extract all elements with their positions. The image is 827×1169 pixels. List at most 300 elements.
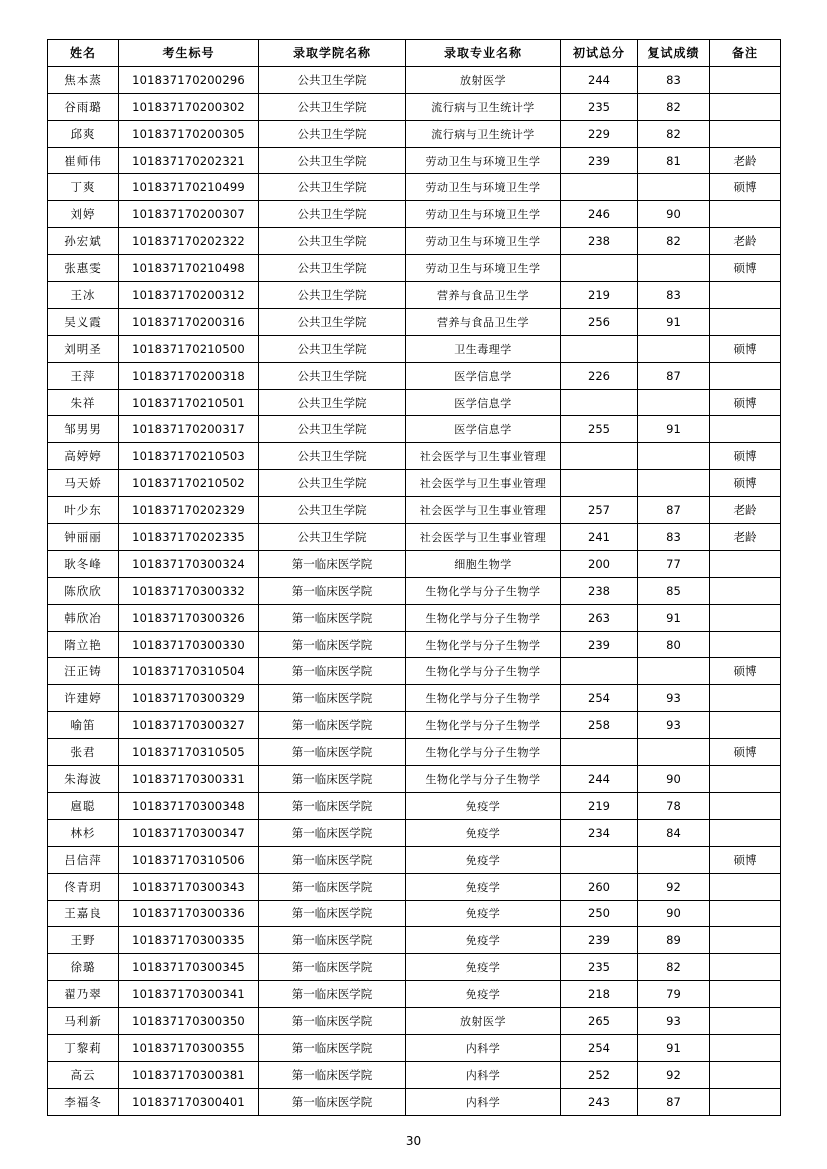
cell-name: 刘婷 bbox=[48, 201, 119, 228]
cell-remark bbox=[710, 981, 781, 1008]
cell-college: 公共卫生学院 bbox=[259, 335, 406, 362]
table-row bbox=[48, 712, 781, 739]
cell-major: 生物化学与分子生物学 bbox=[406, 577, 561, 604]
cell-initial-score: 238 bbox=[561, 228, 638, 255]
cell-retest-score: 83 bbox=[638, 66, 710, 93]
cell-college: 第一临床医学院 bbox=[259, 577, 406, 604]
cell-remark bbox=[710, 550, 781, 577]
cell-major: 社会医学与卫生事业管理 bbox=[406, 524, 561, 551]
cell-retest-score bbox=[638, 389, 710, 416]
cell-retest-score: 83 bbox=[638, 524, 710, 551]
cell-major: 免疫学 bbox=[406, 819, 561, 846]
cell-name: 吴义霞 bbox=[48, 308, 119, 335]
cell-candidate-id: 101837170300347 bbox=[119, 819, 259, 846]
cell-college: 第一临床医学院 bbox=[259, 739, 406, 766]
cell-initial-score: 235 bbox=[561, 93, 638, 120]
table-row bbox=[48, 900, 781, 927]
cell-name: 韩欣冶 bbox=[48, 604, 119, 631]
cell-name: 王野 bbox=[48, 927, 119, 954]
cell-candidate-id: 101837170202329 bbox=[119, 497, 259, 524]
cell-retest-score: 92 bbox=[638, 1061, 710, 1088]
cell-name: 吕信萍 bbox=[48, 846, 119, 873]
cell-candidate-id: 101837170300401 bbox=[119, 1088, 259, 1115]
cell-college: 第一临床医学院 bbox=[259, 819, 406, 846]
cell-college: 第一临床医学院 bbox=[259, 1034, 406, 1061]
cell-remark bbox=[710, 873, 781, 900]
cell-college: 第一临床医学院 bbox=[259, 658, 406, 685]
cell-major: 生物化学与分子生物学 bbox=[406, 685, 561, 712]
cell-major: 卫生毒理学 bbox=[406, 335, 561, 362]
cell-major: 免疫学 bbox=[406, 873, 561, 900]
cell-initial-score: 226 bbox=[561, 362, 638, 389]
cell-name: 佟青玥 bbox=[48, 873, 119, 900]
cell-remark bbox=[710, 120, 781, 147]
table-row bbox=[48, 981, 781, 1008]
cell-retest-score bbox=[638, 443, 710, 470]
table-row bbox=[48, 282, 781, 309]
cell-initial-score: 252 bbox=[561, 1061, 638, 1088]
cell-retest-score: 77 bbox=[638, 550, 710, 577]
cell-name: 翟乃翠 bbox=[48, 981, 119, 1008]
cell-retest-score: 87 bbox=[638, 1088, 710, 1115]
table-row bbox=[48, 873, 781, 900]
cell-candidate-id: 101837170200307 bbox=[119, 201, 259, 228]
cell-major: 生物化学与分子生物学 bbox=[406, 766, 561, 793]
cell-remark: 硕博 bbox=[710, 846, 781, 873]
cell-college: 公共卫生学院 bbox=[259, 282, 406, 309]
table-header-row bbox=[48, 40, 781, 67]
cell-name: 许建婷 bbox=[48, 685, 119, 712]
cell-remark bbox=[710, 792, 781, 819]
cell-remark bbox=[710, 1088, 781, 1115]
table-row bbox=[48, 93, 781, 120]
cell-candidate-id: 101837170300355 bbox=[119, 1034, 259, 1061]
cell-major: 流行病与卫生统计学 bbox=[406, 93, 561, 120]
admission-table bbox=[47, 39, 781, 1116]
cell-remark bbox=[710, 900, 781, 927]
cell-remark: 硕博 bbox=[710, 470, 781, 497]
cell-initial-score bbox=[561, 443, 638, 470]
cell-college: 第一临床医学院 bbox=[259, 954, 406, 981]
table-row bbox=[48, 443, 781, 470]
cell-remark: 硕博 bbox=[710, 658, 781, 685]
cell-college: 公共卫生学院 bbox=[259, 362, 406, 389]
table-row bbox=[48, 819, 781, 846]
table-row bbox=[48, 470, 781, 497]
table-row bbox=[48, 1008, 781, 1035]
cell-candidate-id: 101837170300345 bbox=[119, 954, 259, 981]
table-row bbox=[48, 792, 781, 819]
cell-candidate-id: 101837170200317 bbox=[119, 416, 259, 443]
cell-remark: 硕博 bbox=[710, 443, 781, 470]
cell-candidate-id: 101837170202322 bbox=[119, 228, 259, 255]
cell-remark: 老龄 bbox=[710, 228, 781, 255]
cell-name: 耿冬峰 bbox=[48, 550, 119, 577]
cell-college: 公共卫生学院 bbox=[259, 308, 406, 335]
cell-major: 免疫学 bbox=[406, 927, 561, 954]
page-number: 30 bbox=[405, 1134, 422, 1148]
cell-remark: 硕博 bbox=[710, 174, 781, 201]
cell-candidate-id: 101837170300330 bbox=[119, 631, 259, 658]
cell-candidate-id: 101837170210498 bbox=[119, 255, 259, 282]
cell-initial-score: 246 bbox=[561, 201, 638, 228]
cell-retest-score: 87 bbox=[638, 362, 710, 389]
cell-major: 细胞生物学 bbox=[406, 550, 561, 577]
cell-major: 医学信息学 bbox=[406, 389, 561, 416]
cell-remark bbox=[710, 712, 781, 739]
cell-initial-score: 200 bbox=[561, 550, 638, 577]
cell-name: 汪正铸 bbox=[48, 658, 119, 685]
cell-remark bbox=[710, 416, 781, 443]
cell-candidate-id: 101837170310504 bbox=[119, 658, 259, 685]
cell-college: 第一临床医学院 bbox=[259, 1061, 406, 1088]
cell-retest-score: 90 bbox=[638, 900, 710, 927]
cell-retest-score bbox=[638, 658, 710, 685]
cell-name: 高云 bbox=[48, 1061, 119, 1088]
cell-major: 免疫学 bbox=[406, 846, 561, 873]
cell-major: 放射医学 bbox=[406, 66, 561, 93]
cell-initial-score: 239 bbox=[561, 147, 638, 174]
table-row bbox=[48, 524, 781, 551]
cell-initial-score: 255 bbox=[561, 416, 638, 443]
cell-retest-score: 84 bbox=[638, 819, 710, 846]
cell-retest-score: 93 bbox=[638, 1008, 710, 1035]
cell-initial-score: 235 bbox=[561, 954, 638, 981]
cell-major: 生物化学与分子生物学 bbox=[406, 712, 561, 739]
cell-college: 公共卫生学院 bbox=[259, 120, 406, 147]
cell-retest-score: 90 bbox=[638, 766, 710, 793]
cell-candidate-id: 101837170300381 bbox=[119, 1061, 259, 1088]
cell-candidate-id: 101837170300332 bbox=[119, 577, 259, 604]
cell-major: 生物化学与分子生物学 bbox=[406, 604, 561, 631]
cell-name: 崔师伟 bbox=[48, 147, 119, 174]
cell-college: 第一临床医学院 bbox=[259, 604, 406, 631]
cell-remark bbox=[710, 927, 781, 954]
cell-candidate-id: 101837170200296 bbox=[119, 66, 259, 93]
cell-college: 公共卫生学院 bbox=[259, 174, 406, 201]
table-row bbox=[48, 766, 781, 793]
cell-retest-score: 93 bbox=[638, 685, 710, 712]
cell-name: 叶少东 bbox=[48, 497, 119, 524]
cell-name: 高婷婷 bbox=[48, 443, 119, 470]
cell-retest-score: 91 bbox=[638, 1034, 710, 1061]
cell-remark: 老龄 bbox=[710, 497, 781, 524]
table-row bbox=[48, 550, 781, 577]
cell-college: 公共卫生学院 bbox=[259, 255, 406, 282]
cell-initial-score: 239 bbox=[561, 927, 638, 954]
cell-major: 劳动卫生与环境卫生学 bbox=[406, 255, 561, 282]
cell-college: 第一临床医学院 bbox=[259, 685, 406, 712]
cell-initial-score: 254 bbox=[561, 1034, 638, 1061]
cell-retest-score: 89 bbox=[638, 927, 710, 954]
cell-college: 公共卫生学院 bbox=[259, 228, 406, 255]
cell-remark bbox=[710, 93, 781, 120]
cell-college: 第一临床医学院 bbox=[259, 712, 406, 739]
cell-college: 第一临床医学院 bbox=[259, 792, 406, 819]
cell-initial-score bbox=[561, 658, 638, 685]
cell-initial-score: 241 bbox=[561, 524, 638, 551]
cell-remark: 硕博 bbox=[710, 255, 781, 282]
cell-candidate-id: 101837170300326 bbox=[119, 604, 259, 631]
cell-initial-score bbox=[561, 470, 638, 497]
cell-name: 隋立艳 bbox=[48, 631, 119, 658]
cell-remark bbox=[710, 954, 781, 981]
cell-retest-score bbox=[638, 739, 710, 766]
cell-initial-score bbox=[561, 255, 638, 282]
table-body bbox=[48, 66, 781, 1115]
cell-major: 医学信息学 bbox=[406, 362, 561, 389]
cell-remark bbox=[710, 308, 781, 335]
cell-name: 王嘉良 bbox=[48, 900, 119, 927]
cell-candidate-id: 101837170210500 bbox=[119, 335, 259, 362]
cell-remark bbox=[710, 685, 781, 712]
cell-remark bbox=[710, 362, 781, 389]
cell-candidate-id: 101837170300348 bbox=[119, 792, 259, 819]
cell-retest-score: 78 bbox=[638, 792, 710, 819]
cell-remark: 硕博 bbox=[710, 739, 781, 766]
cell-remark bbox=[710, 282, 781, 309]
cell-college: 第一临床医学院 bbox=[259, 1088, 406, 1115]
cell-college: 公共卫生学院 bbox=[259, 524, 406, 551]
cell-retest-score: 91 bbox=[638, 604, 710, 631]
cell-candidate-id: 101837170300335 bbox=[119, 927, 259, 954]
cell-retest-score: 91 bbox=[638, 416, 710, 443]
cell-college: 第一临床医学院 bbox=[259, 900, 406, 927]
header-major: 录取专业名称 bbox=[406, 40, 561, 67]
cell-retest-score bbox=[638, 174, 710, 201]
cell-name: 马利新 bbox=[48, 1008, 119, 1035]
table-row bbox=[48, 631, 781, 658]
cell-candidate-id: 101837170200318 bbox=[119, 362, 259, 389]
cell-candidate-id: 101837170210499 bbox=[119, 174, 259, 201]
cell-remark bbox=[710, 631, 781, 658]
table-row bbox=[48, 497, 781, 524]
cell-major: 生物化学与分子生物学 bbox=[406, 631, 561, 658]
cell-initial-score: 260 bbox=[561, 873, 638, 900]
cell-college: 第一临床医学院 bbox=[259, 631, 406, 658]
cell-major: 营养与食品卫生学 bbox=[406, 282, 561, 309]
cell-remark bbox=[710, 1008, 781, 1035]
cell-name: 张惠雯 bbox=[48, 255, 119, 282]
cell-major: 免疫学 bbox=[406, 954, 561, 981]
cell-college: 公共卫生学院 bbox=[259, 147, 406, 174]
cell-initial-score: 229 bbox=[561, 120, 638, 147]
cell-candidate-id: 101837170210502 bbox=[119, 470, 259, 497]
table-row bbox=[48, 577, 781, 604]
cell-name: 丁爽 bbox=[48, 174, 119, 201]
cell-major: 社会医学与卫生事业管理 bbox=[406, 443, 561, 470]
cell-remark bbox=[710, 766, 781, 793]
cell-major: 生物化学与分子生物学 bbox=[406, 658, 561, 685]
cell-major: 社会医学与卫生事业管理 bbox=[406, 470, 561, 497]
cell-college: 第一临床医学院 bbox=[259, 550, 406, 577]
table-row bbox=[48, 147, 781, 174]
cell-college: 公共卫生学院 bbox=[259, 443, 406, 470]
cell-name: 林杉 bbox=[48, 819, 119, 846]
cell-candidate-id: 101837170300324 bbox=[119, 550, 259, 577]
cell-candidate-id: 101837170300331 bbox=[119, 766, 259, 793]
cell-retest-score: 93 bbox=[638, 712, 710, 739]
cell-retest-score: 85 bbox=[638, 577, 710, 604]
cell-remark bbox=[710, 201, 781, 228]
cell-retest-score: 82 bbox=[638, 93, 710, 120]
cell-retest-score bbox=[638, 335, 710, 362]
cell-name: 徐璐 bbox=[48, 954, 119, 981]
cell-remark: 老龄 bbox=[710, 524, 781, 551]
cell-remark bbox=[710, 604, 781, 631]
cell-major: 免疫学 bbox=[406, 981, 561, 1008]
cell-initial-score: 219 bbox=[561, 282, 638, 309]
cell-name: 谷雨璐 bbox=[48, 93, 119, 120]
cell-initial-score: 250 bbox=[561, 900, 638, 927]
table-row bbox=[48, 416, 781, 443]
cell-major: 免疫学 bbox=[406, 792, 561, 819]
cell-retest-score: 83 bbox=[638, 282, 710, 309]
header-college: 录取学院名称 bbox=[259, 40, 406, 67]
table-row bbox=[48, 739, 781, 766]
cell-major: 免疫学 bbox=[406, 900, 561, 927]
cell-candidate-id: 101837170300336 bbox=[119, 900, 259, 927]
cell-retest-score: 90 bbox=[638, 201, 710, 228]
table-row bbox=[48, 1088, 781, 1115]
cell-college: 公共卫生学院 bbox=[259, 201, 406, 228]
cell-candidate-id: 101837170310506 bbox=[119, 846, 259, 873]
cell-college: 第一临床医学院 bbox=[259, 927, 406, 954]
cell-remark bbox=[710, 577, 781, 604]
cell-initial-score: 244 bbox=[561, 66, 638, 93]
cell-name: 喻笛 bbox=[48, 712, 119, 739]
cell-retest-score: 82 bbox=[638, 120, 710, 147]
cell-major: 劳动卫生与环境卫生学 bbox=[406, 201, 561, 228]
cell-candidate-id: 101837170210503 bbox=[119, 443, 259, 470]
cell-initial-score bbox=[561, 739, 638, 766]
cell-name: 孙宏斌 bbox=[48, 228, 119, 255]
cell-retest-score bbox=[638, 470, 710, 497]
cell-major: 社会医学与卫生事业管理 bbox=[406, 497, 561, 524]
cell-initial-score: 219 bbox=[561, 792, 638, 819]
cell-candidate-id: 101837170200305 bbox=[119, 120, 259, 147]
cell-name: 扈聪 bbox=[48, 792, 119, 819]
table-row bbox=[48, 389, 781, 416]
cell-name: 朱海波 bbox=[48, 766, 119, 793]
cell-college: 公共卫生学院 bbox=[259, 93, 406, 120]
table-row bbox=[48, 954, 781, 981]
cell-name: 张君 bbox=[48, 739, 119, 766]
cell-name: 刘明圣 bbox=[48, 335, 119, 362]
cell-initial-score bbox=[561, 335, 638, 362]
table-row bbox=[48, 846, 781, 873]
cell-remark: 硕博 bbox=[710, 335, 781, 362]
cell-college: 第一临床医学院 bbox=[259, 1008, 406, 1035]
cell-candidate-id: 101837170300329 bbox=[119, 685, 259, 712]
cell-major: 放射医学 bbox=[406, 1008, 561, 1035]
cell-retest-score bbox=[638, 255, 710, 282]
cell-college: 公共卫生学院 bbox=[259, 389, 406, 416]
cell-remark bbox=[710, 66, 781, 93]
cell-initial-score: 265 bbox=[561, 1008, 638, 1035]
header-candidate-id: 考生标号 bbox=[119, 40, 259, 67]
cell-name: 李福冬 bbox=[48, 1088, 119, 1115]
cell-name: 王冰 bbox=[48, 282, 119, 309]
table-row bbox=[48, 362, 781, 389]
cell-college: 第一临床医学院 bbox=[259, 846, 406, 873]
cell-candidate-id: 101837170300343 bbox=[119, 873, 259, 900]
cell-remark bbox=[710, 1034, 781, 1061]
cell-candidate-id: 101837170300350 bbox=[119, 1008, 259, 1035]
table-row bbox=[48, 658, 781, 685]
cell-major: 劳动卫生与环境卫生学 bbox=[406, 147, 561, 174]
cell-initial-score: 238 bbox=[561, 577, 638, 604]
cell-remark bbox=[710, 819, 781, 846]
cell-major: 劳动卫生与环境卫生学 bbox=[406, 228, 561, 255]
cell-candidate-id: 101837170210501 bbox=[119, 389, 259, 416]
cell-major: 生物化学与分子生物学 bbox=[406, 739, 561, 766]
cell-initial-score: 243 bbox=[561, 1088, 638, 1115]
cell-name: 马天娇 bbox=[48, 470, 119, 497]
cell-name: 焦本蒸 bbox=[48, 66, 119, 93]
cell-initial-score: 254 bbox=[561, 685, 638, 712]
cell-initial-score: 239 bbox=[561, 631, 638, 658]
header-initial-score: 初试总分 bbox=[561, 40, 638, 67]
cell-college: 第一临床医学院 bbox=[259, 873, 406, 900]
cell-major: 劳动卫生与环境卫生学 bbox=[406, 174, 561, 201]
table-row bbox=[48, 1034, 781, 1061]
cell-retest-score: 82 bbox=[638, 954, 710, 981]
cell-initial-score: 234 bbox=[561, 819, 638, 846]
table-row bbox=[48, 120, 781, 147]
cell-college: 第一临床医学院 bbox=[259, 766, 406, 793]
cell-initial-score: 257 bbox=[561, 497, 638, 524]
cell-candidate-id: 101837170310505 bbox=[119, 739, 259, 766]
cell-initial-score bbox=[561, 174, 638, 201]
table-row bbox=[48, 685, 781, 712]
table-row bbox=[48, 308, 781, 335]
table-row bbox=[48, 66, 781, 93]
header-retest-score: 复试成绩 bbox=[638, 40, 710, 67]
cell-major: 营养与食品卫生学 bbox=[406, 308, 561, 335]
header-name: 姓名 bbox=[48, 40, 119, 67]
cell-name: 邱爽 bbox=[48, 120, 119, 147]
cell-candidate-id: 101837170200302 bbox=[119, 93, 259, 120]
cell-candidate-id: 101837170300327 bbox=[119, 712, 259, 739]
table-row bbox=[48, 255, 781, 282]
table-row bbox=[48, 228, 781, 255]
cell-retest-score: 79 bbox=[638, 981, 710, 1008]
header-remark: 备注 bbox=[710, 40, 781, 67]
cell-candidate-id: 101837170202321 bbox=[119, 147, 259, 174]
table-row bbox=[48, 1061, 781, 1088]
table-row bbox=[48, 174, 781, 201]
cell-candidate-id: 101837170202335 bbox=[119, 524, 259, 551]
cell-major: 内科学 bbox=[406, 1088, 561, 1115]
cell-major: 内科学 bbox=[406, 1034, 561, 1061]
table-row bbox=[48, 201, 781, 228]
cell-retest-score: 91 bbox=[638, 308, 710, 335]
cell-initial-score: 258 bbox=[561, 712, 638, 739]
cell-candidate-id: 101837170200316 bbox=[119, 308, 259, 335]
cell-college: 公共卫生学院 bbox=[259, 416, 406, 443]
cell-remark bbox=[710, 1061, 781, 1088]
cell-college: 公共卫生学院 bbox=[259, 66, 406, 93]
cell-remark: 硕博 bbox=[710, 389, 781, 416]
cell-name: 陈欣欣 bbox=[48, 577, 119, 604]
cell-major: 内科学 bbox=[406, 1061, 561, 1088]
cell-name: 丁黎莉 bbox=[48, 1034, 119, 1061]
cell-major: 流行病与卫生统计学 bbox=[406, 120, 561, 147]
cell-name: 朱祥 bbox=[48, 389, 119, 416]
cell-initial-score bbox=[561, 389, 638, 416]
cell-remark: 老龄 bbox=[710, 147, 781, 174]
